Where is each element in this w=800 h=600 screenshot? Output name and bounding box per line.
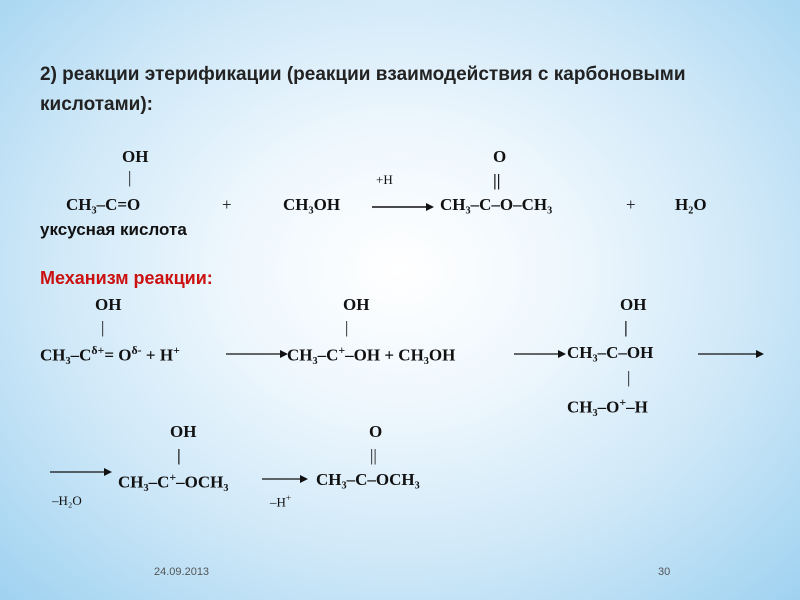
mech-d-oh: OH bbox=[170, 422, 197, 441]
eq1-product-ester: CH₃–C–O–CH₃ bbox=[440, 195, 553, 214]
eq1-acid-name: уксусная кислота bbox=[40, 220, 187, 239]
mech-e-o: O bbox=[369, 422, 383, 441]
mech-arrow-4 bbox=[50, 465, 112, 479]
mechanism-title: Механизм реакции: bbox=[40, 268, 213, 288]
eq1-catalyst: +H bbox=[376, 172, 393, 187]
slide-title: 2) реакции этерификации (реакции взаимодействия с карбоновыми кислотами): bbox=[40, 64, 686, 115]
mech-d-species: CH₃–C+–OCH₃ bbox=[118, 470, 229, 492]
eq1-oh: OH bbox=[122, 147, 149, 166]
mech-c-oh: OH bbox=[620, 295, 647, 314]
footer-date: 24.09.2013 bbox=[154, 566, 210, 578]
eq1-product-o: O bbox=[493, 147, 507, 166]
mech-arrow-3 bbox=[698, 347, 764, 361]
eq1-bond: | bbox=[128, 168, 132, 187]
mech-b-oh: OH bbox=[343, 295, 370, 314]
mech-arrow-1 bbox=[226, 347, 288, 361]
label-minus-water: –H₂O bbox=[52, 493, 82, 508]
eq1-arrow bbox=[372, 200, 434, 214]
mech-arrow-5 bbox=[262, 472, 308, 486]
mech-c-bond2: | bbox=[627, 368, 631, 387]
mech-c-species: CH₃–C–OH bbox=[567, 343, 654, 362]
mech-e-species: CH₃–C–OCH₃ bbox=[316, 470, 420, 489]
mech-a-oh: OH bbox=[95, 295, 122, 314]
mech-b-species: CH₃–C+–OH + CH₃OH bbox=[287, 343, 456, 365]
label-minus-proton: –H+ bbox=[270, 493, 292, 510]
mech-d-bond: | bbox=[177, 446, 181, 465]
mech-a-species: CH₃–$C^{\delta+}= O^{\delta-} + H^+$ bbox=[40, 343, 180, 365]
mech-e-double-bond: || bbox=[370, 446, 377, 465]
mech-c-methoxy: CH₃–O+–H bbox=[567, 395, 648, 417]
eq1-plus1: + bbox=[222, 195, 232, 214]
eq1-plus2: + bbox=[626, 195, 636, 214]
footer-page-number: 30 bbox=[658, 566, 671, 578]
eq1-reactant-alcohol: CH₃OH bbox=[283, 195, 341, 214]
mech-a-bond: | bbox=[101, 318, 105, 337]
eq1-product-water: H₂O bbox=[675, 195, 707, 214]
mech-b-bond: | bbox=[345, 318, 349, 337]
eq1-reactant-acid: CH₃–C=O bbox=[66, 195, 141, 214]
mech-c-bond: | bbox=[624, 318, 628, 337]
eq1-product-double-bond: || bbox=[493, 171, 501, 190]
mech-arrow-2 bbox=[514, 347, 566, 361]
